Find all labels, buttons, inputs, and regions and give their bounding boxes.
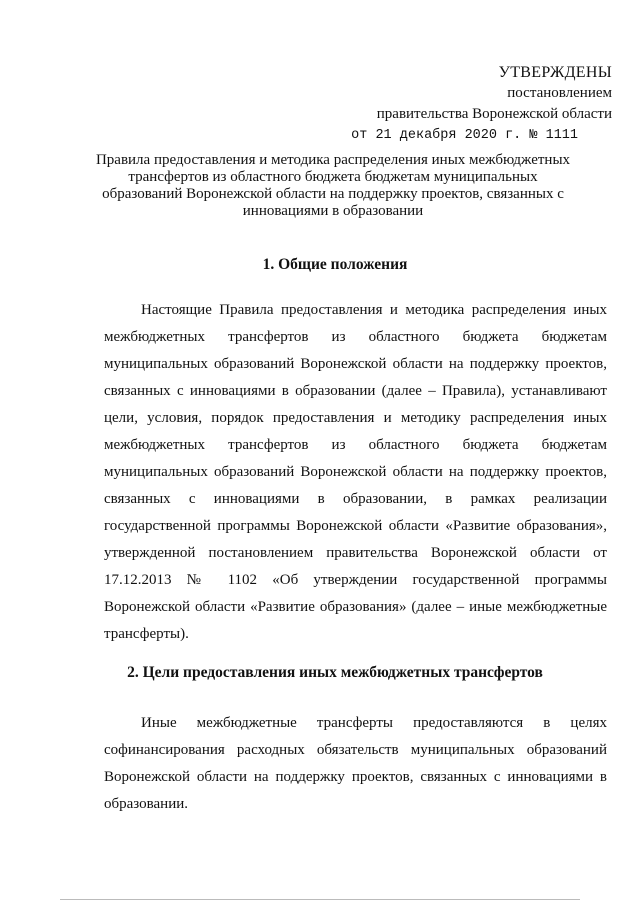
section-heading-2: 2. Цели предоставления иных межбюджетных трансфертов xyxy=(127,664,543,681)
section-heading-1: 1. Общие положения xyxy=(262,256,408,273)
section-paragraph-2: Иные межбюджетные трансферты предоставляются в целях софинансирования расходных обязательств муниципальных образований Воронежской области на поддержку проектов, связанных с инновациями в образовании. xyxy=(104,715,607,812)
approval-by-decree: постановлением xyxy=(507,85,612,101)
section-paragraph-1: Настоящие Правила предоставления и методика распределения иных межбюджетных трансфертов из областного бюджета бюджетам муниципальных образований Воронежской области на поддержку проектов, связанных с инновациями в образовании (далее – Правила), устанавливают цели, условия, порядок предоставления и методику распределения иных межбюджетных трансфертов из областного бюджета бюджетам муниципальных образований Воронежской области на поддержку проектов, связанных с инновациями в образовании, в рамках реализации государственной программы Воронежской области «Развитие образования», утвержденной постановлением правительства Воронежской области от 17.12.2013 № 1102 «Об утверждении государственной программы Воронежской области «Развитие образования» (далее – иные межбюджетные трансферты). xyxy=(104,302,607,642)
approval-decree-ref: от 21 декабря 2020 г. № 1111 xyxy=(351,128,578,143)
page-bottom-rule xyxy=(60,899,580,900)
approval-heading: УТВЕРЖДЕНЫ xyxy=(498,64,612,81)
approval-authority: правительства Воронежской области xyxy=(376,106,612,122)
document-title: Правила предоставления и методика распределения иных межбюджетных трансфертов из областного бюджета бюджетам муниципальных образований Воронежской области на поддержку проектов, связанных с инновациями в образовании xyxy=(95,152,571,219)
approval-stamp xyxy=(351,62,612,146)
